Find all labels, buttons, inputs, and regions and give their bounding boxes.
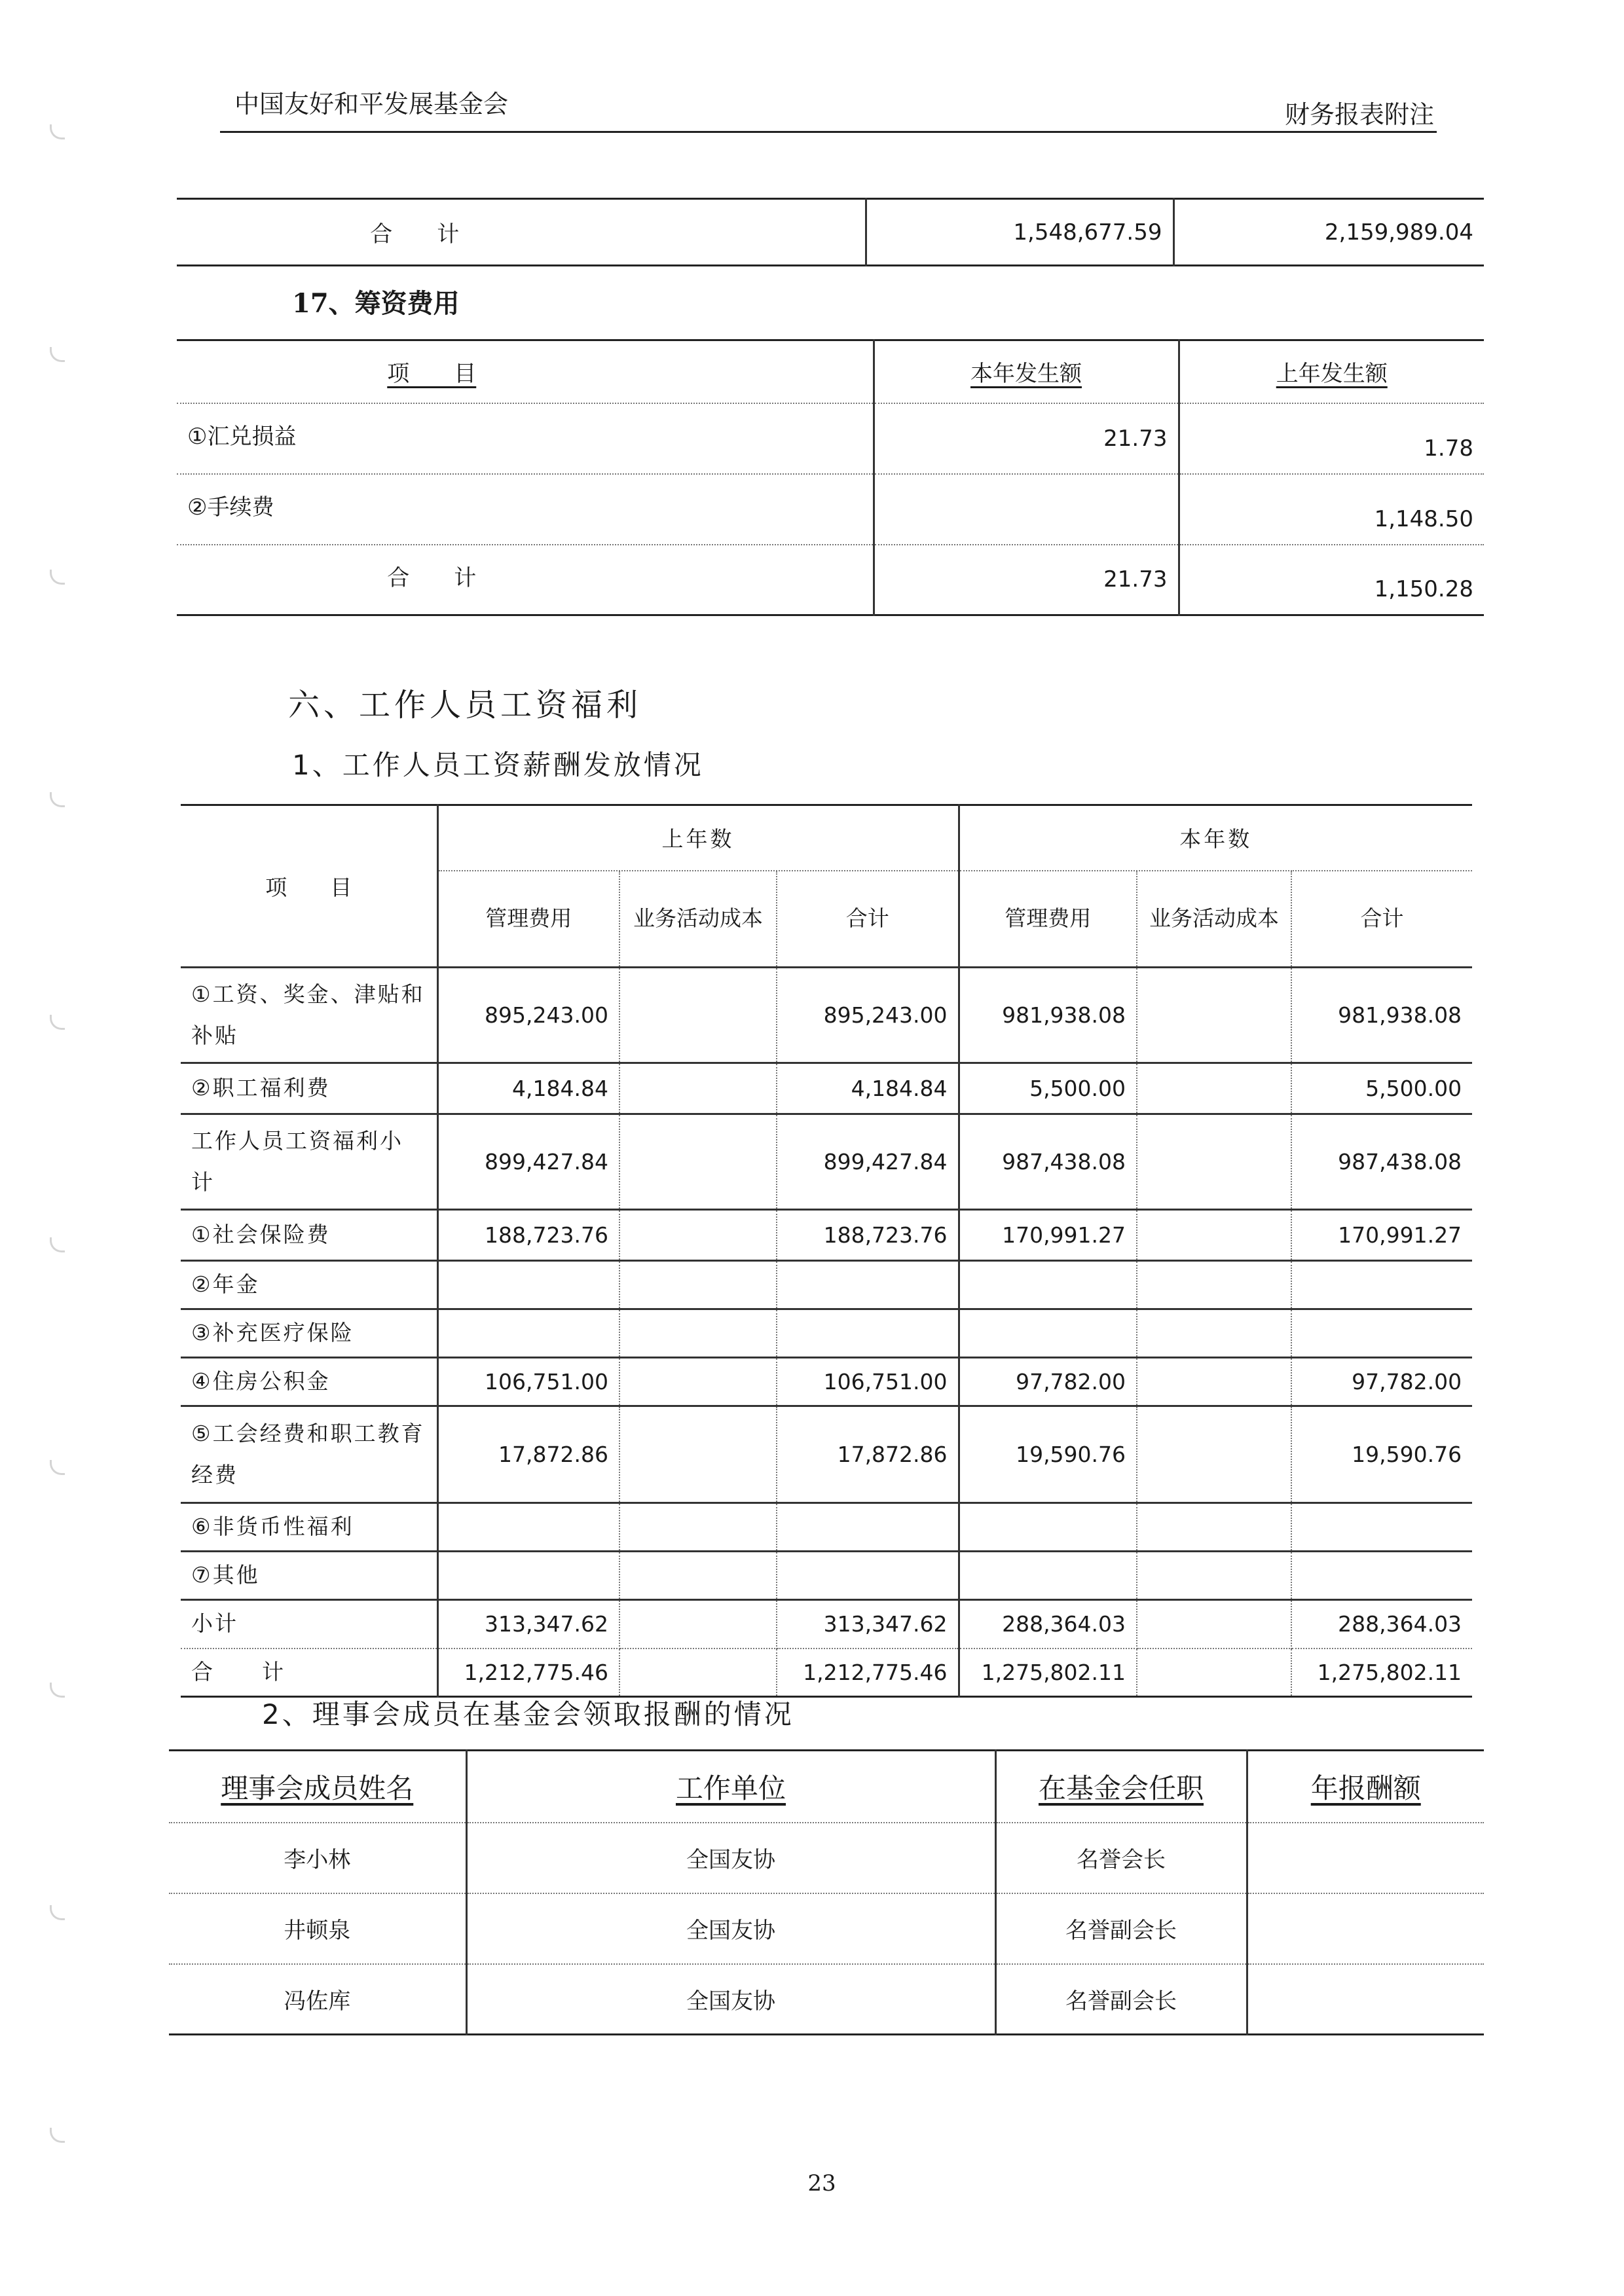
column-header-admin-cost: 管理费用 bbox=[959, 871, 1137, 968]
member-name: 冯佐库 bbox=[169, 1964, 466, 2035]
row-label: ④住房公积金 bbox=[181, 1358, 437, 1406]
row-label: 合 计 bbox=[181, 1649, 437, 1697]
total-prior-year: 106,751.00 bbox=[777, 1358, 959, 1406]
column-header-item: 项 目 bbox=[181, 805, 437, 968]
column-header-prior-year: 上年发生额 bbox=[1179, 340, 1484, 403]
binder-mark bbox=[50, 792, 65, 807]
column-header-annual-pay: 年报酬额 bbox=[1247, 1751, 1484, 1823]
program-cost-current-year bbox=[1137, 1309, 1291, 1358]
table-row bbox=[181, 1649, 1472, 1697]
table-row bbox=[181, 1552, 1472, 1600]
admin-cost-current-year: 5,500.00 bbox=[959, 1063, 1137, 1114]
total-label: 合 计 bbox=[177, 199, 866, 266]
total-prior-year bbox=[777, 1261, 959, 1309]
current-year-amount: 21.73 bbox=[874, 403, 1179, 474]
program-cost-current-year bbox=[1137, 1210, 1291, 1261]
admin-cost-current-year bbox=[959, 1309, 1137, 1358]
table-row bbox=[181, 1358, 1472, 1406]
total-prior-year bbox=[777, 1552, 959, 1600]
member-position: 名誉副会长 bbox=[995, 1893, 1247, 1964]
admin-cost-prior-year: 895,243.00 bbox=[437, 968, 619, 1063]
member-name: 井顿泉 bbox=[169, 1893, 466, 1964]
program-cost-prior-year bbox=[619, 1649, 777, 1697]
admin-cost-current-year: 288,364.03 bbox=[959, 1600, 1137, 1649]
total-prior-year: 188,723.76 bbox=[777, 1210, 959, 1261]
row-label: ⑥非货币性福利 bbox=[181, 1503, 437, 1552]
column-header-program-cost: 业务活动成本 bbox=[619, 871, 777, 968]
financing-cost-table bbox=[177, 339, 1484, 616]
header-row bbox=[169, 1751, 1484, 1823]
header-rule bbox=[220, 131, 1437, 133]
program-cost-current-year bbox=[1137, 1114, 1291, 1210]
column-header-employer: 工作单位 bbox=[466, 1751, 995, 1823]
table-row bbox=[177, 545, 1484, 615]
column-header-item: 项 目 bbox=[177, 340, 874, 403]
table-row bbox=[181, 1063, 1472, 1114]
program-cost-current-year bbox=[1137, 1261, 1291, 1309]
column-header-program-cost: 业务活动成本 bbox=[1137, 871, 1291, 968]
total-prior-year bbox=[777, 1503, 959, 1552]
admin-cost-prior-year: 1,212,775.46 bbox=[437, 1649, 619, 1697]
admin-cost-current-year: 1,275,802.11 bbox=[959, 1649, 1137, 1697]
program-cost-current-year bbox=[1137, 1358, 1291, 1406]
total-prior-year bbox=[777, 1309, 959, 1358]
table-row bbox=[169, 1964, 1484, 2035]
column-header-current-year: 本年发生额 bbox=[874, 340, 1179, 403]
table-row bbox=[181, 968, 1472, 1063]
total-current-year bbox=[1291, 1309, 1472, 1358]
current-year-amount: 1,548,677.59 bbox=[866, 199, 1173, 266]
member-employer: 全国友协 bbox=[466, 1893, 995, 1964]
total-prior-year: 4,184.84 bbox=[777, 1063, 959, 1114]
admin-cost-prior-year: 17,872.86 bbox=[437, 1406, 619, 1503]
admin-cost-current-year: 170,991.27 bbox=[959, 1210, 1137, 1261]
total-current-year: 170,991.27 bbox=[1291, 1210, 1472, 1261]
admin-cost-prior-year: 4,184.84 bbox=[437, 1063, 619, 1114]
subsection-2-title: 2、理事会成员在基金会领取报酬的情况 bbox=[262, 1698, 794, 1730]
total-current-year bbox=[1291, 1503, 1472, 1552]
staff-salary-table bbox=[181, 804, 1472, 1698]
total-current-year: 97,782.00 bbox=[1291, 1358, 1472, 1406]
program-cost-prior-year bbox=[619, 1309, 777, 1358]
row-label: ①工资、奖金、津贴和补贴 bbox=[181, 968, 437, 1063]
total-current-year bbox=[1291, 1552, 1472, 1600]
program-cost-prior-year bbox=[619, 1358, 777, 1406]
table-row bbox=[181, 1114, 1472, 1210]
admin-cost-prior-year: 313,347.62 bbox=[437, 1600, 619, 1649]
prior-year-amount: 1,150.28 bbox=[1374, 576, 1473, 603]
row-label: ⑤工会经费和职工教育经费 bbox=[181, 1406, 437, 1503]
program-cost-prior-year bbox=[619, 1552, 777, 1600]
row-label: ①汇兑损益 bbox=[177, 403, 874, 474]
binder-mark bbox=[50, 1683, 65, 1698]
header-org: 中国友好和平发展基金会 bbox=[234, 90, 509, 118]
admin-cost-current-year: 981,938.08 bbox=[959, 968, 1137, 1063]
program-cost-current-year bbox=[1137, 1649, 1291, 1697]
row-label: ②职工福利费 bbox=[181, 1063, 437, 1114]
column-group-current-year: 本年数 bbox=[959, 805, 1472, 871]
program-cost-prior-year bbox=[619, 1600, 777, 1649]
binder-mark bbox=[50, 1237, 65, 1252]
admin-cost-current-year bbox=[959, 1552, 1137, 1600]
program-cost-prior-year bbox=[619, 1210, 777, 1261]
member-annual-pay bbox=[1247, 1893, 1484, 1964]
admin-cost-prior-year: 188,723.76 bbox=[437, 1210, 619, 1261]
row-label: 小计 bbox=[181, 1600, 437, 1649]
program-cost-current-year bbox=[1137, 1406, 1291, 1503]
admin-cost-current-year bbox=[959, 1261, 1137, 1309]
current-year-amount: 21.73 bbox=[874, 545, 1179, 615]
row-label: 工作人员工资福利小计 bbox=[181, 1114, 437, 1210]
table-row bbox=[177, 199, 1484, 266]
program-cost-prior-year bbox=[619, 1406, 777, 1503]
page-number: 23 bbox=[807, 2170, 836, 2196]
program-cost-prior-year bbox=[619, 1261, 777, 1309]
admin-cost-prior-year: 106,751.00 bbox=[437, 1358, 619, 1406]
member-annual-pay bbox=[1247, 1823, 1484, 1893]
binder-mark bbox=[50, 124, 65, 139]
prior-year-amount: 1.78 bbox=[1179, 403, 1484, 474]
binder-mark bbox=[50, 1460, 65, 1475]
admin-cost-current-year bbox=[959, 1503, 1137, 1552]
row-label: ⑦其他 bbox=[181, 1552, 437, 1600]
table-row bbox=[177, 474, 1484, 545]
program-cost-prior-year bbox=[619, 1063, 777, 1114]
program-cost-current-year bbox=[1137, 1503, 1291, 1552]
member-position: 名誉会长 bbox=[995, 1823, 1247, 1893]
binder-mark bbox=[50, 2128, 65, 2143]
member-employer: 全国友协 bbox=[466, 1823, 995, 1893]
program-cost-current-year bbox=[1137, 1063, 1291, 1114]
admin-cost-current-year: 987,438.08 bbox=[959, 1114, 1137, 1210]
header-doc-title: 财务报表附注 bbox=[1284, 100, 1434, 129]
binder-mark bbox=[50, 1015, 65, 1030]
section-6-title: 六、工作人员工资福利 bbox=[288, 687, 642, 723]
total-prior-year: 313,347.62 bbox=[777, 1600, 959, 1649]
prior-year-amount: 1,148.50 bbox=[1179, 474, 1484, 545]
binder-mark bbox=[50, 347, 65, 362]
total-current-year: 288,364.03 bbox=[1291, 1600, 1472, 1649]
member-employer: 全国友协 bbox=[466, 1964, 995, 2035]
total-prior-year: 895,243.00 bbox=[777, 968, 959, 1063]
program-cost-current-year bbox=[1137, 968, 1291, 1063]
carryover-total-table bbox=[177, 198, 1484, 266]
total-prior-year: 1,212,775.46 bbox=[777, 1649, 959, 1697]
header-row bbox=[181, 805, 1472, 871]
admin-cost-prior-year: 899,427.84 bbox=[437, 1114, 619, 1210]
total-current-year: 981,938.08 bbox=[1291, 968, 1472, 1063]
column-group-prior-year: 上年数 bbox=[437, 805, 959, 871]
column-header-total: 合计 bbox=[777, 871, 959, 968]
row-label: ②手续费 bbox=[177, 474, 874, 545]
program-cost-prior-year bbox=[619, 1503, 777, 1552]
table-row bbox=[169, 1893, 1484, 1964]
table-row bbox=[181, 1309, 1472, 1358]
admin-cost-prior-year bbox=[437, 1503, 619, 1552]
total-current-year: 987,438.08 bbox=[1291, 1114, 1472, 1210]
admin-cost-prior-year bbox=[437, 1261, 619, 1309]
subsection-1-title: 1、工作人员工资薪酬发放情况 bbox=[292, 749, 704, 781]
table-row bbox=[181, 1210, 1472, 1261]
program-cost-current-year bbox=[1137, 1600, 1291, 1649]
admin-cost-current-year: 97,782.00 bbox=[959, 1358, 1137, 1406]
column-header-position: 在基金会任职 bbox=[995, 1751, 1247, 1823]
row-label: ②年金 bbox=[181, 1261, 437, 1309]
table-row bbox=[169, 1823, 1484, 1893]
member-name: 李小林 bbox=[169, 1823, 466, 1893]
admin-cost-prior-year bbox=[437, 1309, 619, 1358]
row-label: 合 计 bbox=[177, 545, 874, 615]
binder-mark bbox=[50, 1905, 65, 1920]
admin-cost-prior-year bbox=[437, 1552, 619, 1600]
row-label: ①社会保险费 bbox=[181, 1210, 437, 1261]
table-row bbox=[181, 1503, 1472, 1552]
total-current-year: 5,500.00 bbox=[1291, 1063, 1472, 1114]
total-current-year: 1,275,802.11 bbox=[1317, 1659, 1462, 1685]
binder-mark bbox=[50, 570, 65, 585]
admin-cost-current-year: 19,590.76 bbox=[959, 1406, 1137, 1503]
total-current-year bbox=[1291, 1261, 1472, 1309]
current-year-amount bbox=[874, 474, 1179, 545]
program-cost-prior-year bbox=[619, 1114, 777, 1210]
table-row bbox=[181, 1261, 1472, 1309]
total-prior-year: 899,427.84 bbox=[777, 1114, 959, 1210]
program-cost-prior-year bbox=[619, 968, 777, 1063]
total-current-year: 19,590.76 bbox=[1291, 1406, 1472, 1503]
member-position: 名誉副会长 bbox=[995, 1964, 1247, 2035]
row-label: ③补充医疗保险 bbox=[181, 1309, 437, 1358]
header-row bbox=[177, 340, 1484, 403]
table-row bbox=[181, 1406, 1472, 1503]
table-row bbox=[181, 1600, 1472, 1649]
column-header-admin-cost: 管理费用 bbox=[437, 871, 619, 968]
table-row bbox=[177, 403, 1484, 474]
column-header-total: 合计 bbox=[1291, 871, 1472, 968]
column-header-name: 理事会成员姓名 bbox=[169, 1751, 466, 1823]
total-prior-year: 17,872.86 bbox=[777, 1406, 959, 1503]
program-cost-current-year bbox=[1137, 1552, 1291, 1600]
section-17-title: 17、筹资费用 bbox=[292, 288, 460, 319]
board-remuneration-table bbox=[169, 1749, 1484, 2035]
prior-year-amount: 2,159,989.04 bbox=[1324, 219, 1473, 246]
member-annual-pay bbox=[1247, 1964, 1484, 2035]
